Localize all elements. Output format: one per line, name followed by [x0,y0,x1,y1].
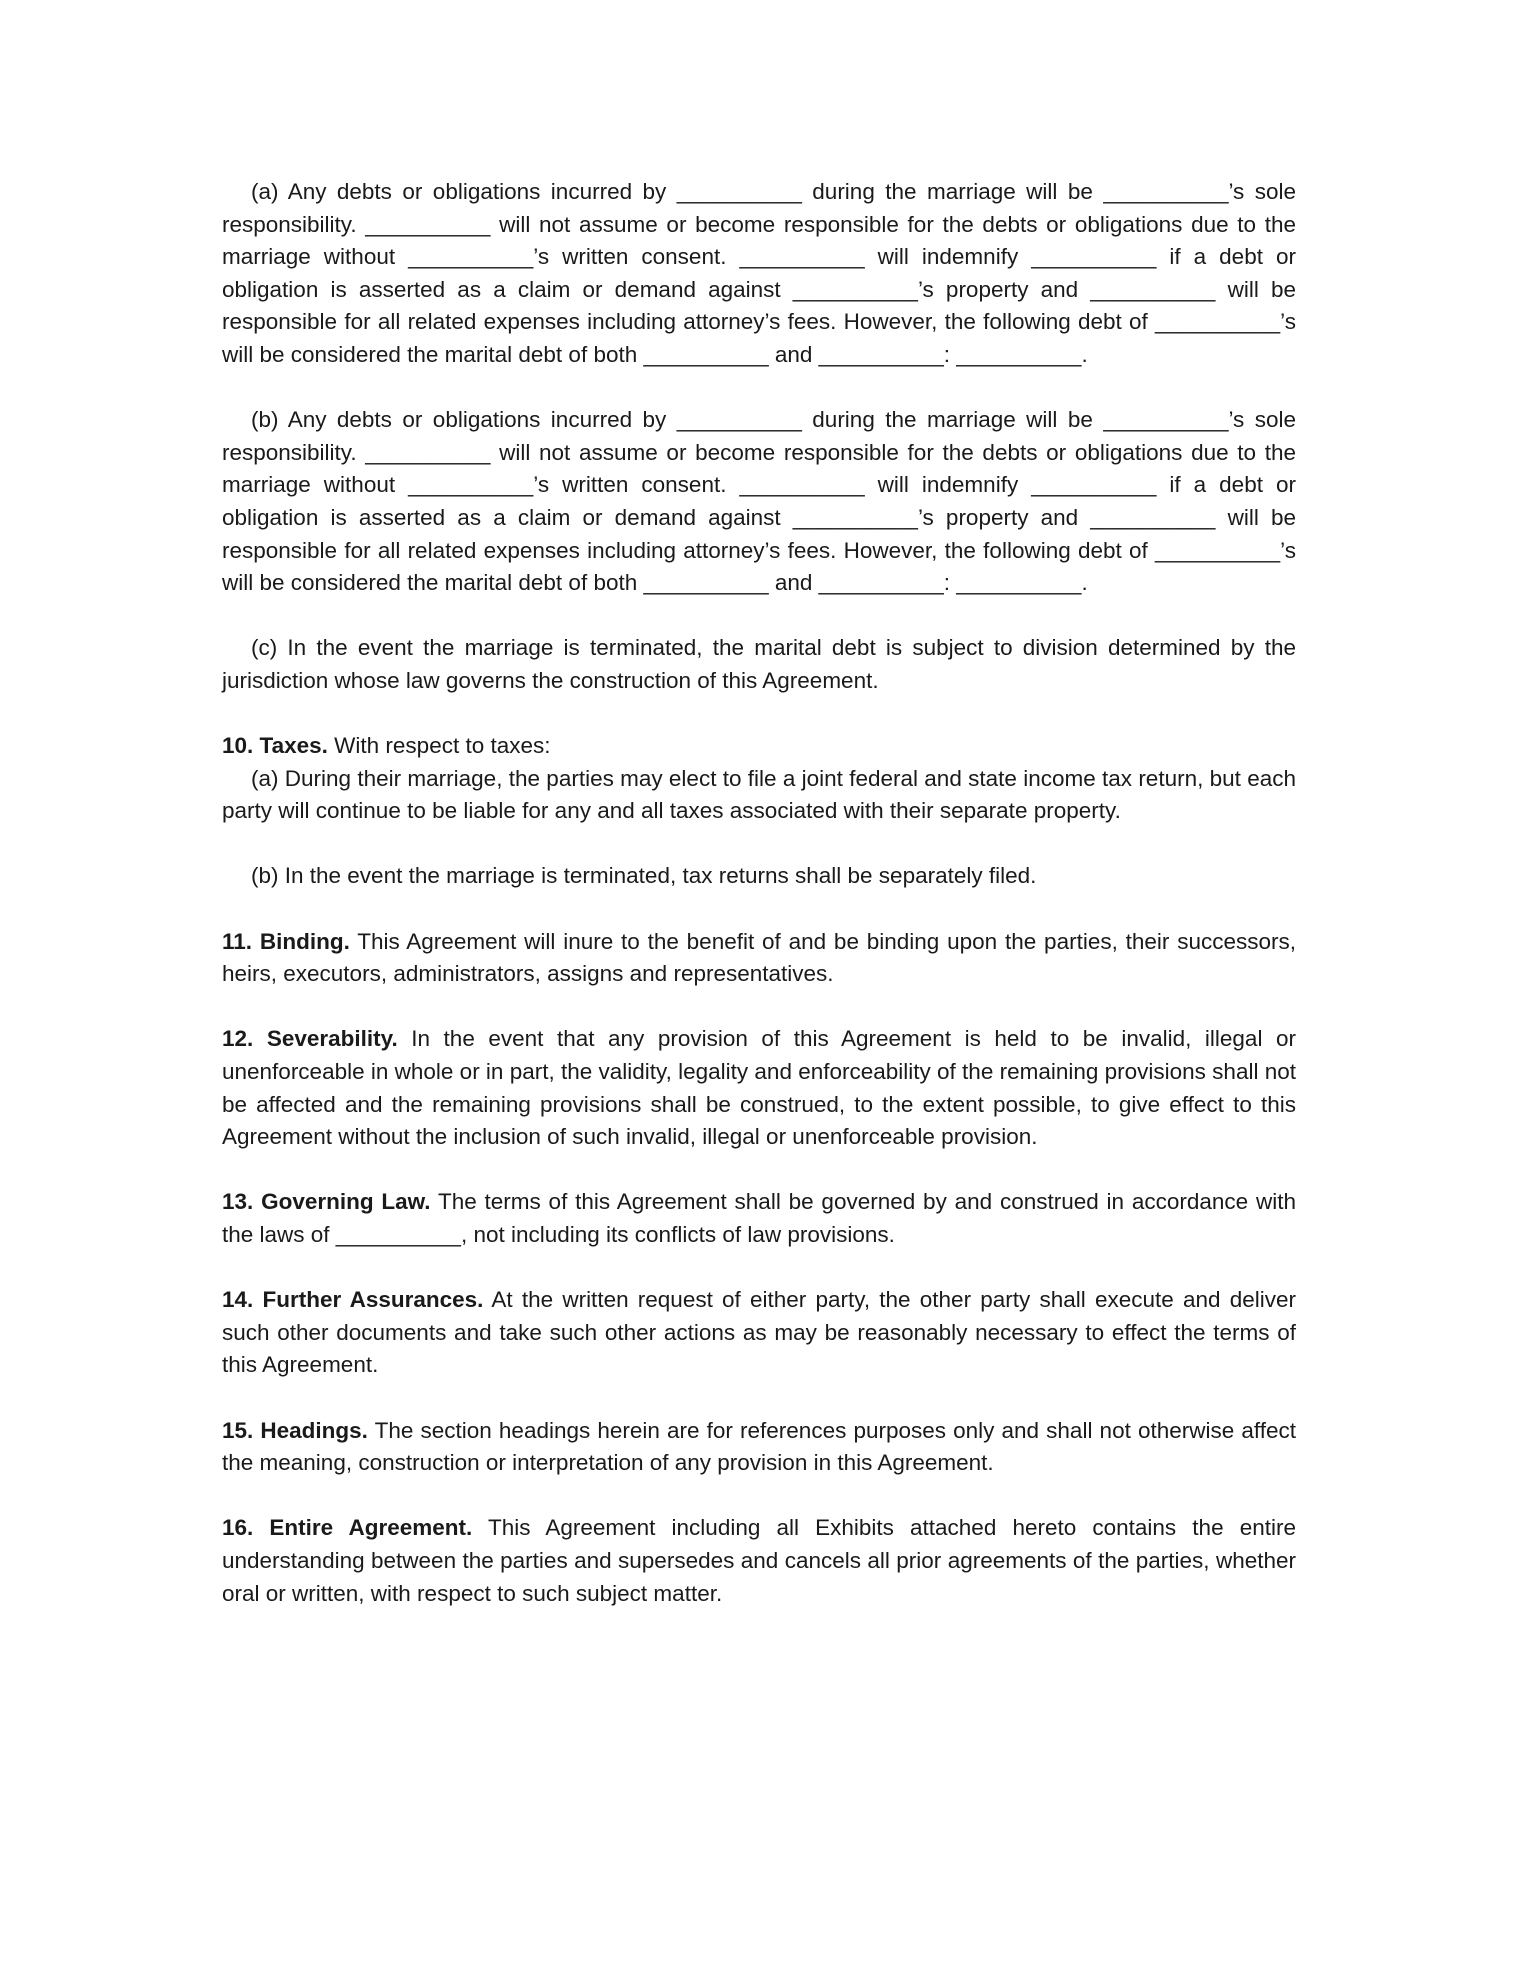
section-14-heading: 14. Further Assurances. [222,1287,484,1313]
section-16-entire-agreement [222,1512,1296,1610]
document-page [222,176,1296,1610]
section-11-body: This Agreement will inure to the benefit of and be binding upon the parties, their successors, heirs, executors, administrators, assigns and representatives. [222,928,1296,987]
section-15-headings [222,1415,1296,1480]
clause-9c-text: (c) In the event the marriage is terminated, the marital debt is subject to division determined by the jurisdiction whose law governs the construction of this Agreement. [222,635,1296,693]
section-15-heading: 15. Headings. [222,1417,368,1443]
section-10-intro: With respect to taxes: [327,733,551,759]
section-11-heading: 11. Binding. [222,928,350,954]
section-16-body: This Agreement including all Exhibits attached hereto contains the entire understanding between the parties and supersedes and cancels all prior agreements of the parties, whether oral or written, with respect to such subject matter. [222,1515,1296,1606]
section-13-governing-law [222,1186,1296,1251]
section-15-body: The section headings herein are for references purposes only and shall not otherwise affect the meaning, construction or interpretation of any provision in this Agreement. [222,1417,1296,1476]
section-14-body: At the written request of either party, the other party shall execute and deliver such other documents and take such other actions as may be reasonably necessary to effect the terms of this Agreement. [222,1287,1296,1378]
clause-9b-text: (b) Any debts or obligations incurred by __________ during the marriage will be __________’s sole responsibility. __________ will not assume or become responsible for the debts or obligations due to the marriage without __________’s written consent. __________ will indemnify __________ if a debt or obligation is asserted as a claim or demand against __________’s property and __________ will be responsible for all related expenses including attorney’s fees. However, the following debt of __________’s will be considered the marital debt of both __________ and __________: __________. [222,407,1296,596]
section-10-taxes [222,730,1296,828]
clause-9a-text: (a) Any debts or obligations incurred by __________ during the marriage will be __________’s sole responsibility. __________ will not assume or become responsible for the debts or obligations due to the marriage without __________’s written consent. __________ will indemnify __________ if a debt or obligation is asserted as a claim or demand against __________’s property and __________ will be responsible for all related expenses including attorney’s fees. However, the following debt of __________’s will be considered the marital debt of both __________ and __________: __________. [222,179,1296,367]
section-16-heading: 16. Entire Agreement. [222,1515,473,1541]
section-10a-text: (a) During their marriage, the parties may elect to file a joint federal and state income tax return, but each party will continue to be liable for any and all taxes associated with their separate property. [222,765,1296,824]
section-14-further-assurances [222,1284,1296,1382]
section-10-heading: 10. Taxes. [222,733,328,759]
section-13-heading: 13. Governing Law. [222,1189,431,1215]
section-10b-text: (b) In the event the marriage is terminated, tax returns shall be separately filed. [251,863,1037,889]
section-12-body: In the event that any provision of this Agreement is held to be invalid, illegal or unenforceable in whole or in part, the validity, legality and enforceability of the remaining provisions shall not be affected and the remaining provisions shall be construed, to the extent possible, to give effect to this Agreement without the inclusion of such invalid, illegal or unenforceable provision. [222,1026,1296,1150]
section-13-body: The terms of this Agreement shall be governed by and construed in accordance with the laws of __________, not including its conflicts of law provisions. [222,1189,1296,1247]
section-11-binding [222,926,1296,991]
section-12-heading: 12. Severability. [222,1026,398,1052]
section-12-severability [222,1023,1296,1153]
